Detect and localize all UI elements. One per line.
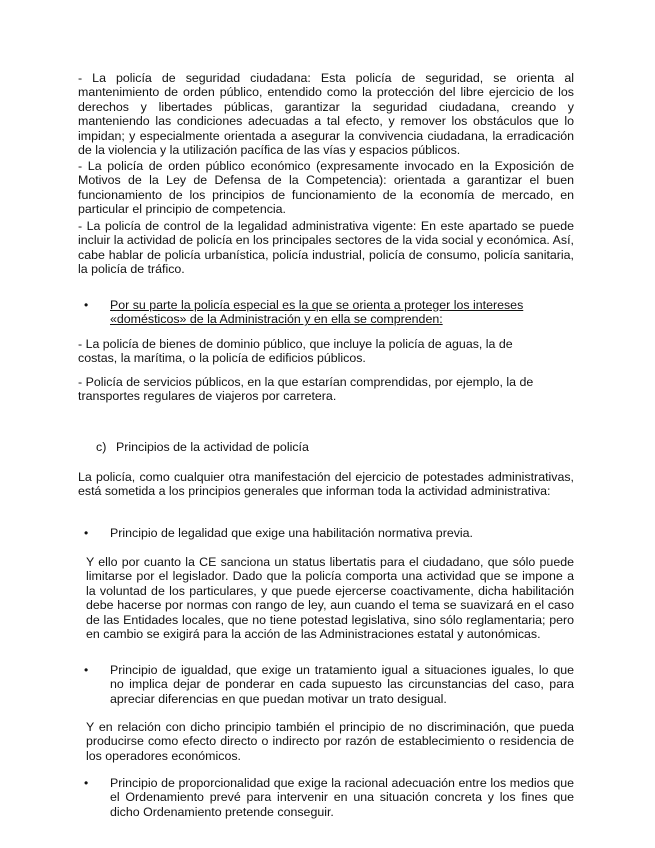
bullet-icon: • [84, 663, 89, 677]
bullet-icon: • [84, 776, 89, 790]
paragraph-control-legalidad [78, 219, 574, 277]
bullet-principio-proporcionalidad [84, 776, 574, 819]
paragraph-text: Y ello por cuanto la CE sanciona un status libertatis para el ciudadano, que sólo puede limitarse por el legislador. Dado que la policía comporta una actividad que se impone a la voluntad de los particulares, y que puede ejercerse coactivamente, dicha habilitación debe hacerse por normas con rango de ley, aun cuando el tema se suavizará en el caso de las Entidades locales, que no tiene potestad legislativa, sino sólo reglamentaria; pero en cambio se exigirá para la acción de las Administraciones estatal y autonómicas. [86, 555, 574, 642]
paragraph-text: La policía, como cualquier otra manifestación del ejercicio de potestades administrativas, está sometida a los principios generales que informan toda la actividad administrativa: [78, 470, 574, 499]
paragraph-text: - Policía de servicios públicos, en la que estarían comprendidas, por ejemplo, la de transportes regulares de viajeros por carretera. [78, 375, 534, 404]
paragraph-text: - La policía de control de la legalidad administrativa vigente: En este apartado se puede incluir la actividad de policía en los principales sectores de la vida social y económica. Así, cabe hablar de policía urbanística, policía industrial, policía de consumo, policía sanitaria, la policía de tráfico. [78, 219, 574, 277]
section-title: Principios de la actividad de policía [116, 440, 309, 454]
paragraph-no-discriminacion [86, 720, 574, 763]
paragraph-status-libertatis [86, 555, 574, 641]
paragraph-text: - La policía de orden público económico (expresamente invocado en la Exposición de Motivos de la Ley de Defensa de la Competencia): orientada a garantizar el buen funcionamiento de los principios de funcionamiento de la economía de mercado, en particular el principio de competencia. [78, 159, 574, 217]
bullet-text: Principio de proporcionalidad que exige la racional adecuación entre los medios que el Ordenamiento prevé para intervenir en una situación concreta y los fines que dicho Ordenamiento pretende conseguir. [110, 776, 574, 819]
bullet-text: Por su parte la policía especial es la que se orienta a proteger los intereses «domésticos» de la Administración y en ella se comprenden: [110, 298, 524, 327]
section-heading [96, 440, 496, 454]
section-label: c) [96, 440, 107, 454]
paragraph-seguridad-ciudadana [78, 71, 574, 157]
paragraph-text: - La policía de seguridad ciudadana: Esta policía de seguridad, se orienta al mantenimiento de orden público, entendido como la protección del libre ejercicio de los derechos y libertades públicas, garantizar la seguridad ciudadana, creando y manteniendo las condiciones adecuadas a tal efecto, y remover los obstáculos que lo impidan; y especialmente orientada a asegurar la convivencia ciudadana, la erradicación de la violencia y la utilización pacífica de las vías y espacios públicos. [78, 71, 574, 158]
paragraph-text: - La policía de bienes de dominio público, que incluye la policía de aguas, la de costas, la marítima, o la policía de edificios públicos. [78, 337, 513, 366]
paragraph-dominio-publico [78, 337, 554, 366]
paragraph-principios-intro [78, 470, 574, 499]
bullet-principio-igualdad [84, 663, 574, 706]
bullet-text: Principio de legalidad que exige una habilitación normativa previa. [110, 526, 474, 540]
bullet-icon: • [84, 526, 89, 540]
bullet-principio-legalidad [84, 526, 574, 540]
paragraph-orden-publico-economico [78, 159, 574, 217]
bullet-policia-especial [84, 298, 551, 327]
paragraph-text: Y en relación con dicho principio también el principio de no discriminación, que pueda producirse como efecto directo o indirecto por razón de establecimiento o residencia de los operadores económicos. [86, 720, 574, 763]
paragraph-servicios-publicos [78, 375, 554, 404]
bullet-text: Principio de igualdad, que exige un tratamiento igual a situaciones iguales, lo que no implica dejar de ponderar en cada supuesto las circunstancias del caso, para apreciar diferencias en que puedan motivar un trato desigual. [110, 663, 574, 706]
bullet-icon: • [84, 298, 89, 312]
